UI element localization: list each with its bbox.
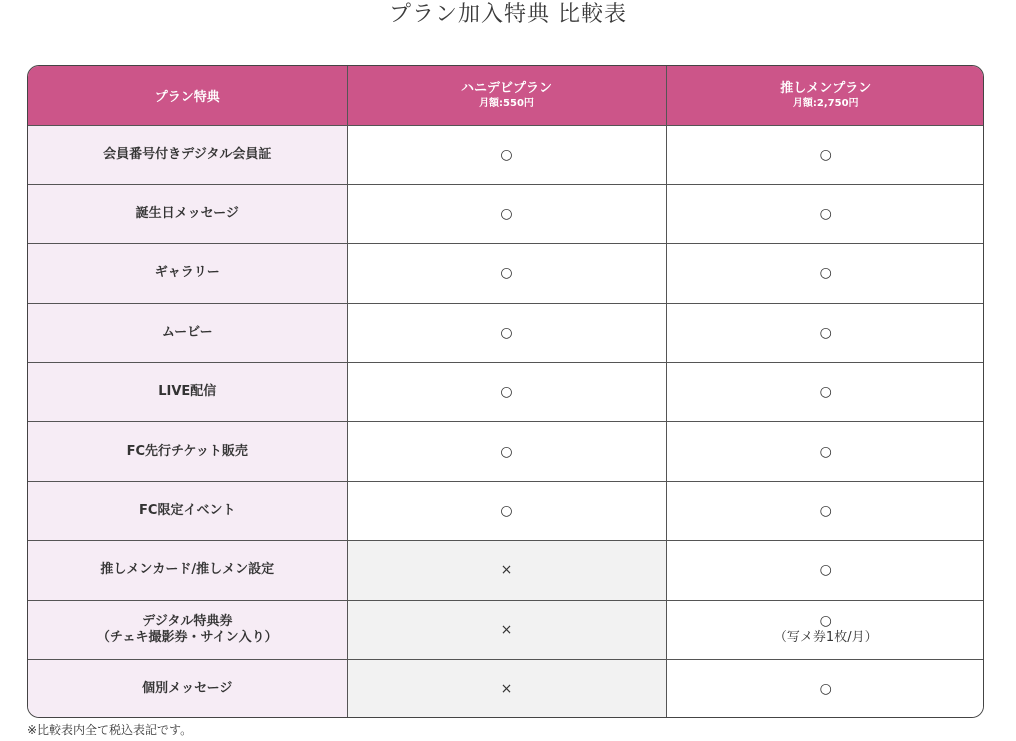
cross-mark-icon: × xyxy=(500,681,513,698)
header-feature-label: プラン特典 xyxy=(28,66,347,125)
feature-cell xyxy=(28,184,347,243)
circle-mark-icon: ○ xyxy=(819,206,832,223)
plan-name: 推しメンプラン xyxy=(780,80,872,96)
feature-cell xyxy=(28,363,347,422)
circle-mark-icon: ○ xyxy=(500,324,513,341)
feature-label: 誕生日メッセージ xyxy=(135,206,239,222)
plan1-availability-cell xyxy=(347,481,666,540)
cross-mark-icon: × xyxy=(500,621,513,638)
table-row xyxy=(28,660,984,718)
circle-mark-icon: ○ xyxy=(500,384,513,401)
table-header-row xyxy=(28,66,984,125)
table-row xyxy=(28,125,984,184)
plan-price: 月額:2,750円 xyxy=(792,97,859,109)
feature-label: （チェキ撮影券・サイン入り） xyxy=(96,629,278,645)
feature-label: FC先行チケット販売 xyxy=(126,443,248,459)
comparison-table xyxy=(27,65,984,718)
plan2-availability-cell xyxy=(666,600,984,659)
feature-label: 会員番号付きデジタル会員証 xyxy=(103,146,272,162)
feature-cell xyxy=(28,125,347,184)
table-row xyxy=(28,600,984,659)
feature-cell xyxy=(28,600,347,659)
plan1-availability-cell xyxy=(347,363,666,422)
feature-cell xyxy=(28,244,347,303)
feature-label: デジタル特典券 xyxy=(142,613,233,629)
circle-mark-icon: ○ xyxy=(819,146,832,163)
circle-mark-icon: ○ xyxy=(819,324,832,341)
plan2-availability-cell xyxy=(666,303,984,362)
circle-mark-icon: ○ xyxy=(819,265,832,282)
plan1-availability-cell xyxy=(347,541,666,600)
feature-label: 個別メッセージ xyxy=(142,681,233,697)
tax-footnote: ※比較表内全て税込表記です。 xyxy=(27,723,193,737)
feature-cell xyxy=(28,422,347,481)
plan2-availability-cell xyxy=(666,244,984,303)
circle-mark-icon: ○ xyxy=(500,265,513,282)
feature-label: 推しメンカード/推しメン設定 xyxy=(100,562,275,578)
feature-label: LIVE配信 xyxy=(158,384,217,400)
table-row xyxy=(28,184,984,243)
plan2-availability-cell xyxy=(666,422,984,481)
plan-price: 月額:550円 xyxy=(479,97,534,109)
plan1-availability-cell xyxy=(347,600,666,659)
circle-mark-icon: ○ xyxy=(500,206,513,223)
feature-cell xyxy=(28,660,347,718)
feature-cell xyxy=(28,541,347,600)
circle-mark-icon: ○ xyxy=(819,681,832,698)
circle-mark-icon: ○ xyxy=(819,443,832,460)
plan-name: ハニデビプラン xyxy=(460,80,552,96)
plan2-availability-cell xyxy=(666,660,984,718)
table-row xyxy=(28,363,984,422)
header-plan-honey-devil xyxy=(347,66,666,125)
plan1-availability-cell xyxy=(347,303,666,362)
plan1-availability-cell xyxy=(347,184,666,243)
header-plan-oshimen xyxy=(666,66,984,125)
circle-mark-icon: ○ xyxy=(819,384,832,401)
table-row xyxy=(28,422,984,481)
plan1-availability-cell xyxy=(347,125,666,184)
plan2-availability-cell xyxy=(666,184,984,243)
plan2-availability-cell xyxy=(666,125,984,184)
circle-mark-icon: ○ xyxy=(819,613,832,630)
feature-label: ムービー xyxy=(161,324,213,340)
feature-label: ギャラリー xyxy=(154,265,220,281)
page-title: プラン加入特典 比較表 xyxy=(389,2,627,27)
plan1-availability-cell xyxy=(347,422,666,481)
plan2-availability-cell xyxy=(666,541,984,600)
plan1-availability-cell xyxy=(347,660,666,718)
circle-mark-icon: ○ xyxy=(500,443,513,460)
table-row xyxy=(28,481,984,540)
plan2-availability-cell xyxy=(666,363,984,422)
cross-mark-icon: × xyxy=(500,562,513,579)
circle-mark-icon: ○ xyxy=(819,562,832,579)
circle-mark-icon: ○ xyxy=(500,503,513,520)
circle-mark-icon: ○ xyxy=(500,146,513,163)
table-row xyxy=(28,303,984,362)
feature-cell xyxy=(28,303,347,362)
plan1-availability-cell xyxy=(347,244,666,303)
table-row xyxy=(28,244,984,303)
plan2-availability-cell xyxy=(666,481,984,540)
circle-mark-icon: ○ xyxy=(819,503,832,520)
feature-cell xyxy=(28,481,347,540)
table-row xyxy=(28,541,984,600)
feature-label: FC限定イベント xyxy=(139,503,236,519)
availability-note: （写メ券1枚/月） xyxy=(773,630,878,646)
